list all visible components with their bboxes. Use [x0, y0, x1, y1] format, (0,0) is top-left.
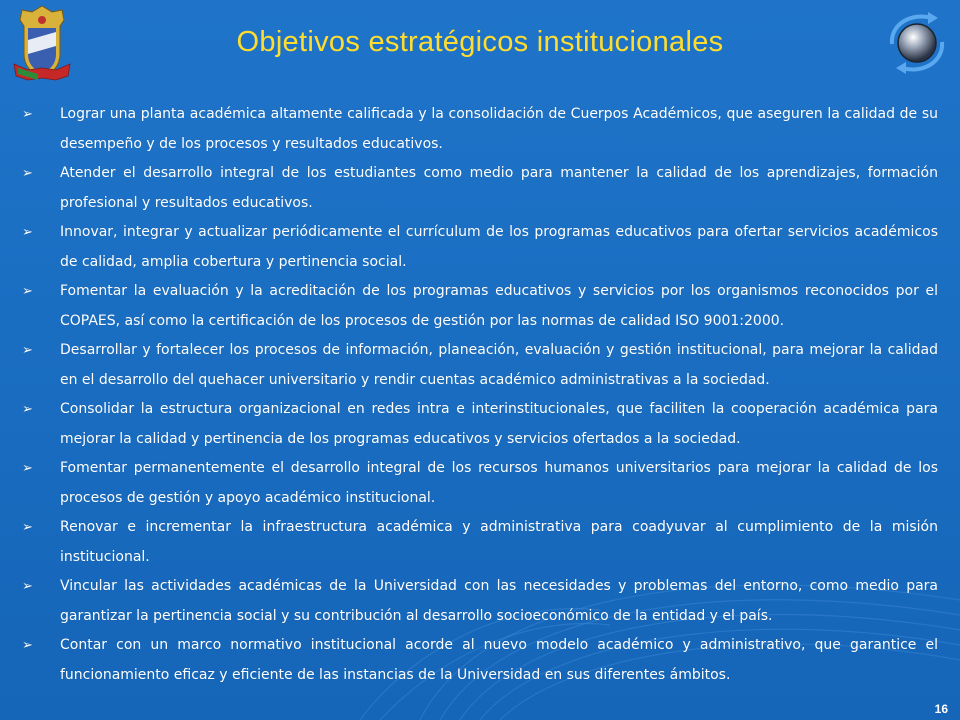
list-item [22, 218, 938, 277]
arrow-bullet-icon: ➢ [22, 225, 33, 240]
objective-text: Fomentar permanentemente el desarrollo integral de los recursos humanos universitarios para mejorar la calidad de los procesos de gestión y apoyo académico institucional. [60, 460, 938, 506]
list-item [22, 513, 938, 572]
objective-text: Desarrollar y fortalecer los procesos de información, planeación, evaluación y gestión institucional, para mejorar la calidad en el desarrollo del quehacer universitario y rendir cuentas académico administrativas a la sociedad. [60, 342, 938, 388]
arrow-bullet-icon: ➢ [22, 284, 33, 299]
list-item [22, 277, 938, 336]
list-item [22, 159, 938, 218]
arrow-bullet-icon: ➢ [22, 520, 33, 535]
list-item [22, 336, 938, 395]
page-number: 16 [934, 702, 948, 716]
arrow-bullet-icon: ➢ [22, 343, 33, 358]
objectives-list [22, 100, 938, 690]
list-item [22, 100, 938, 159]
list-item [22, 572, 938, 631]
arrow-bullet-icon: ➢ [22, 579, 33, 594]
arrow-bullet-icon: ➢ [22, 166, 33, 181]
objective-text: Contar con un marco normativo institucional acorde al nuevo modelo académico y administrativo, que garantice el funcionamiento eficaz y eficiente de las instancias de la Universidad en sus diferentes ámbitos. [60, 637, 938, 683]
list-item [22, 631, 938, 690]
list-item [22, 454, 938, 513]
arrow-bullet-icon: ➢ [22, 638, 33, 653]
list-item [22, 395, 938, 454]
objective-text: Innovar, integrar y actualizar periódicamente el currículum de los programas educativos para ofertar servicios académicos de calidad, amplia cobertura y pertinencia social. [60, 224, 938, 270]
objective-text: Consolidar la estructura organizacional en redes intra e interinstitucionales, que faciliten la cooperación académica para mejorar la calidad y pertinencia de los programas educativos y servicios ofertados a la sociedad. [60, 401, 938, 447]
objective-text: Atender el desarrollo integral de los estudiantes como medio para mantener la calidad de los aprendizajes, formación profesional y resultados educativos. [60, 165, 938, 211]
objective-text: Vincular las actividades académicas de la Universidad con las necesidades y problemas del entorno, como medio para garantizar la pertinencia social y su contribución al desarrollo socioeconómico de la entidad y el país. [60, 578, 938, 624]
objective-text: Fomentar la evaluación y la acreditación de los programas educativos y servicios por los organismos reconocidos por el COPAES, así como la certificación de los procesos de gestión por las normas de calidad ISO 9001:2000. [60, 283, 938, 329]
slide-title: Objetivos estratégicos institucionales [236, 26, 724, 58]
arrow-bullet-icon: ➢ [22, 107, 33, 122]
arrow-bullet-icon: ➢ [22, 461, 33, 476]
objective-text: Renovar e incrementar la infraestructura académica y administrativa para coadyuvar al cumplimiento de la misión institucional. [60, 519, 938, 565]
objective-text: Lograr una planta académica altamente calificada y la consolidación de Cuerpos Académicos, que aseguren la calidad de su desempeño y de los procesos y resultados educativos. [60, 106, 938, 152]
arrow-bullet-icon: ➢ [22, 402, 33, 417]
